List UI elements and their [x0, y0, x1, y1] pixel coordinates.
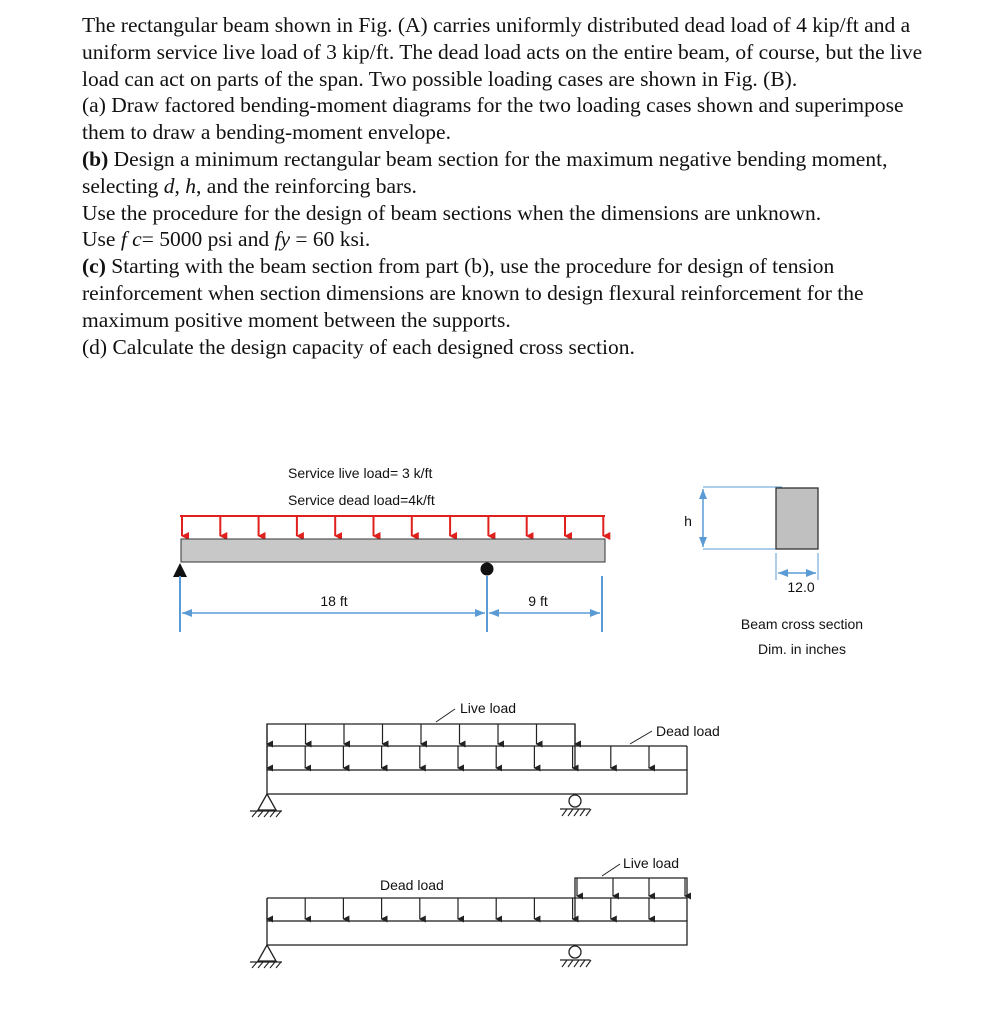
fy-value: = 60 ksi.: [295, 227, 371, 252]
fc-value: = 5000 psi and: [141, 227, 270, 252]
case-1-dead-label: Dead load: [656, 723, 720, 739]
span-2-label: 9 ft: [528, 593, 548, 609]
figure-b-case-1: [250, 700, 720, 817]
var-fy: fy: [274, 227, 291, 252]
part-c-text: Starting with the beam section from part (b), use the procedure for design of tension reinforcement when section dimensions are known to design flexural reinforcement for the maximum positive moment between the supports.: [82, 254, 864, 332]
part-d: (d) Calculate the design capacity of each designed cross section.: [82, 334, 635, 359]
case-2-beam: [267, 921, 687, 945]
var-h: h: [185, 173, 197, 198]
problem-intro: The rectangular beam shown in Fig. (A) carries uniformly distributed dead load of 4 kip/ft and a uniform service live load of 3 kip/ft. The dead load acts on the entire beam, of course, but the live load can act on parts of the span. Two possible loading cases are shown in Fig. (B).: [82, 13, 923, 91]
case-1-roller-support: [569, 795, 581, 807]
case-1-pin-support: [258, 794, 276, 810]
materials-use: Use: [82, 227, 116, 252]
section-rect: [776, 488, 818, 549]
section-caption-2: Dim. in inches: [758, 641, 846, 657]
part-b-text-2: and the reinforcing bars.: [206, 173, 417, 198]
part-c-label: (c): [82, 254, 106, 279]
part-a: (a) Draw factored bending-moment diagrams for the two loading cases shown and superimpose them to draw a bending-moment envelope.: [82, 93, 904, 145]
h-label: h: [684, 513, 692, 529]
distributed-load-arrows: [180, 516, 605, 536]
procedure-note: Use the procedure for the design of beam sections when the dimensions are unknown.: [82, 200, 822, 225]
case-1-beam: [267, 770, 687, 794]
section-caption-1: Beam cross section: [740, 616, 864, 632]
case-2-live-label: Live load: [623, 855, 680, 871]
var-d: d: [163, 173, 175, 198]
span-dimensions: [180, 576, 602, 632]
beam: [181, 539, 605, 562]
live-load-label: Service live load= 3 k/ft: [288, 465, 433, 481]
cross-section: [684, 487, 863, 657]
figure-a: [173, 465, 863, 657]
pin-support: [173, 563, 187, 577]
part-b-label: (b): [82, 146, 109, 171]
case-2-live-block: [575, 878, 687, 921]
width-label: 12.0: [787, 579, 815, 595]
case-2-roller-support: [569, 946, 581, 958]
var-fc: f c: [120, 227, 142, 252]
case-2-dead-label: Dead load: [380, 877, 444, 893]
dead-load-label: Service dead load=4k/ft: [288, 492, 435, 508]
part-b: (b) Design a minimum rectangular beam section for the maximum negative bending moment, selecting d, h, and the reinforcing bars.: [82, 146, 888, 198]
load-arrow-group: [182, 516, 603, 536]
case-2-pin-support: [258, 945, 276, 961]
span-1-label: 18 ft: [320, 593, 348, 609]
roller-support: [481, 563, 494, 576]
case-1-live-label: Live load: [460, 700, 517, 716]
part-b-text-1: Design a minimum rectangular beam section for the maximum negative bending moment, selecting: [82, 146, 888, 198]
figure-b-case-2: [250, 855, 687, 968]
